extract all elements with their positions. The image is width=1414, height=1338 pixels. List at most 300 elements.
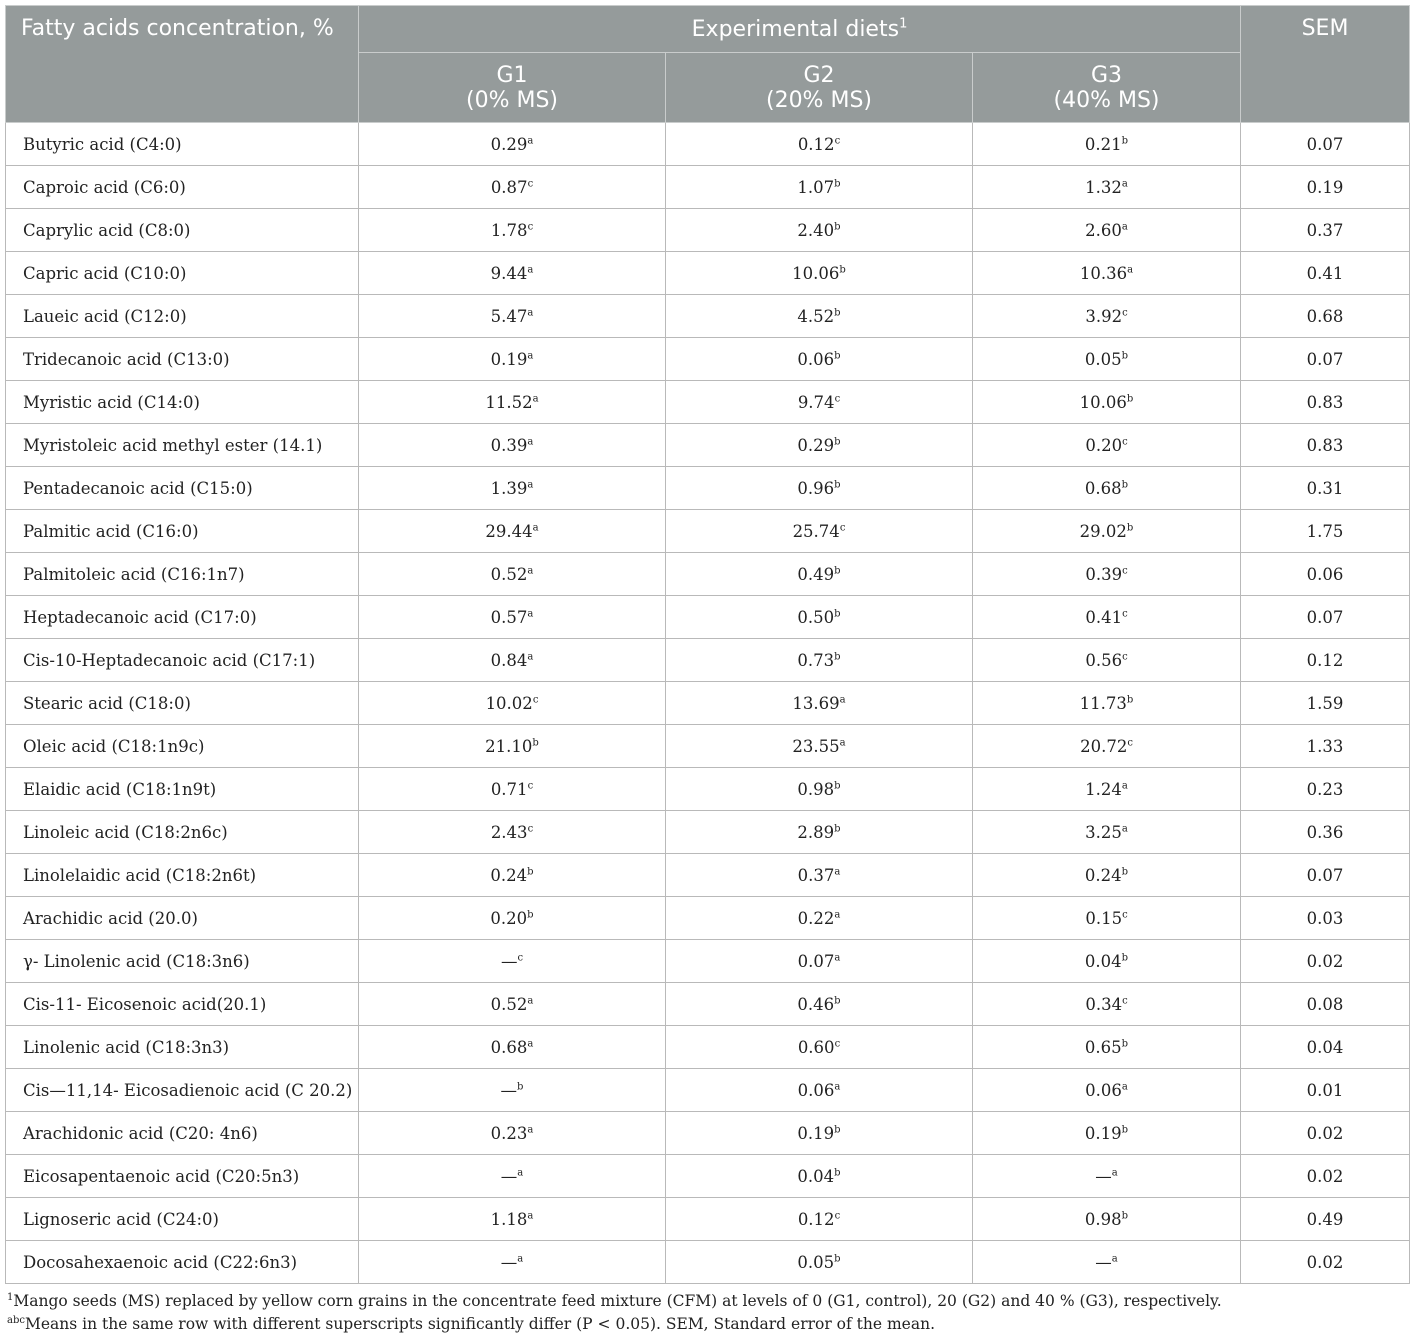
footnote-2 [7, 1313, 1222, 1336]
g2-value-cell [666, 682, 973, 725]
table-row [6, 295, 1410, 338]
g3-superscript: c [1122, 995, 1128, 1006]
g2-superscript: b [834, 436, 841, 447]
table-row [6, 1026, 1410, 1069]
g3-superscript: c [1122, 909, 1128, 920]
g3-value-cell [973, 123, 1241, 166]
g1-value-cell [359, 725, 666, 768]
sem-value: 0.41 [1241, 252, 1410, 295]
g3-value: 0.34 [1085, 994, 1123, 1014]
header-g1-sub: (0% MS) [465, 87, 558, 113]
header-g1-name: G1 [496, 62, 528, 88]
header-experimental-sup: 1 [899, 16, 908, 32]
g1-value: 0.87 [490, 177, 528, 197]
g2-superscript: c [834, 135, 841, 146]
fatty-acid-name: Cis—11,14- Eicosadienoic acid (C 20.2) [6, 1069, 359, 1112]
g2-value: 0.50 [797, 607, 835, 627]
g3-superscript: c [1122, 608, 1128, 619]
g2-superscript: b [834, 565, 841, 576]
g1-value-cell [359, 854, 666, 897]
g1-value-cell [359, 682, 666, 725]
g1-value-cell [359, 897, 666, 940]
g1-superscript: c [527, 221, 534, 232]
table-row [6, 725, 1410, 768]
fatty-acid-name: Arachidonic acid (C20: 4n6) [6, 1112, 359, 1155]
fatty-acid-name: Caprylic acid (C8:0) [6, 209, 359, 252]
g2-value: 23.55 [792, 736, 840, 756]
g2-value-cell [666, 553, 973, 596]
g3-value-cell [973, 467, 1241, 510]
g1-value: 0.71 [490, 779, 528, 799]
g2-superscript: b [834, 780, 841, 791]
sem-value: 0.68 [1241, 295, 1410, 338]
fatty-acid-name: Linolelaidic acid (C18:2n6t) [6, 854, 359, 897]
g2-value: 0.12 [797, 1209, 835, 1229]
g3-superscript: b [1126, 694, 1134, 705]
g3-value-cell [973, 897, 1241, 940]
g2-value-cell [666, 1069, 973, 1112]
g2-value-cell [666, 1155, 973, 1198]
g1-superscript: a [517, 1167, 524, 1178]
table-row [6, 510, 1410, 553]
g3-value: 0.39 [1085, 564, 1123, 584]
g2-superscript: a [834, 952, 841, 963]
sem-value: 0.37 [1241, 209, 1410, 252]
g3-value-cell [973, 381, 1241, 424]
sem-value: 0.12 [1241, 639, 1410, 682]
table-row [6, 1112, 1410, 1155]
g3-value-cell [973, 983, 1241, 1026]
g2-value-cell [666, 897, 973, 940]
g2-superscript: a [839, 694, 846, 705]
g3-value-cell [973, 725, 1241, 768]
g1-value: 0.29 [490, 134, 528, 154]
g3-value: 29.02 [1079, 521, 1127, 541]
g1-value: 0.68 [490, 1037, 528, 1057]
fatty-acid-name: Elaidic acid (C18:1n9t) [6, 768, 359, 811]
g1-value-cell [359, 209, 666, 252]
g1-value-cell [359, 940, 666, 983]
table-row [6, 1069, 1410, 1112]
g2-value: 0.05 [797, 1252, 835, 1272]
sem-value: 0.07 [1241, 338, 1410, 381]
g1-value: 0.57 [490, 607, 528, 627]
g2-value-cell [666, 381, 973, 424]
sem-value: 0.07 [1241, 596, 1410, 639]
g3-value: 0.24 [1084, 865, 1122, 885]
g2-superscript: c [834, 393, 841, 404]
g3-value: 3.25 [1085, 822, 1122, 842]
fatty-acid-name: Heptadecanoic acid (C17:0) [6, 596, 359, 639]
g2-value: 0.22 [797, 908, 835, 928]
fatty-acid-name: γ- Linolenic acid (C18:3n6) [6, 940, 359, 983]
g2-value-cell [666, 510, 973, 553]
table-row [6, 381, 1410, 424]
table-row [6, 123, 1410, 166]
sem-value: 0.07 [1241, 854, 1410, 897]
g2-superscript: c [839, 522, 846, 533]
fatty-acid-name: Arachidic acid (20.0) [6, 897, 359, 940]
g2-value-cell [666, 1198, 973, 1241]
g3-value: 0.21 [1084, 134, 1122, 154]
g1-value: 21.10 [485, 736, 533, 756]
g3-value-cell [973, 639, 1241, 682]
g3-superscript: a [1121, 178, 1128, 189]
g2-value-cell [666, 983, 973, 1026]
header-fatty-acids: Fatty acids concentration, % [6, 6, 359, 123]
g3-value: 1.32 [1085, 177, 1122, 197]
fatty-acid-name: Eicosapentaenoic acid (C20:5n3) [6, 1155, 359, 1198]
g3-value-cell [973, 1241, 1241, 1284]
g3-value: 10.06 [1079, 392, 1127, 412]
g1-value-cell [359, 510, 666, 553]
g1-value: 0.52 [490, 564, 528, 584]
g1-value-cell [359, 166, 666, 209]
g2-value: 2.89 [797, 822, 835, 842]
footnote-1-sup: 1 [7, 1291, 14, 1303]
g1-value: 1.78 [490, 220, 528, 240]
g1-superscript: a [527, 608, 534, 619]
g1-superscript: c [532, 694, 539, 705]
sem-value: 0.31 [1241, 467, 1410, 510]
g3-value: 0.68 [1084, 478, 1122, 498]
footnotes [7, 1290, 1222, 1336]
table-row [6, 252, 1410, 295]
sem-value: 0.83 [1241, 381, 1410, 424]
sem-value: 0.06 [1241, 553, 1410, 596]
g2-superscript: b [834, 350, 841, 361]
g1-value-cell [359, 467, 666, 510]
fatty-acid-name: Docosahexaenoic acid (C22:6n3) [6, 1241, 359, 1284]
g3-value: 0.41 [1085, 607, 1123, 627]
header-g3 [973, 53, 1241, 123]
g1-value-cell [359, 295, 666, 338]
g2-value-cell [666, 166, 973, 209]
table-row [6, 1198, 1410, 1241]
g1-value-cell [359, 1198, 666, 1241]
g1-value-cell [359, 123, 666, 166]
fatty-acid-name: Cis-11- Eicosenoic acid(20.1) [6, 983, 359, 1026]
g2-value: 0.07 [797, 951, 835, 971]
g1-value-cell [359, 553, 666, 596]
sem-value: 0.01 [1241, 1069, 1410, 1112]
g2-superscript: c [834, 1210, 841, 1221]
g3-value: 2.60 [1085, 220, 1122, 240]
g3-value: 3.92 [1085, 306, 1123, 326]
g1-value: 0.23 [490, 1123, 528, 1143]
g1-value: 9.44 [490, 263, 528, 283]
g3-superscript: a [1127, 264, 1134, 275]
g2-value-cell [666, 811, 973, 854]
table-body [6, 123, 1410, 1284]
g2-value: 0.06 [797, 349, 835, 369]
g2-value-cell [666, 252, 973, 295]
g2-value-cell [666, 295, 973, 338]
table-row [6, 553, 1410, 596]
g1-value: 1.18 [490, 1209, 528, 1229]
g3-superscript: b [1126, 393, 1134, 404]
fatty-acid-name: Lignoseric acid (C24:0) [6, 1198, 359, 1241]
fatty-acid-name: Caproic acid (C6:0) [6, 166, 359, 209]
g1-value: 0.39 [490, 435, 528, 455]
g3-value-cell [973, 209, 1241, 252]
sem-value: 0.07 [1241, 123, 1410, 166]
g3-value: 0.19 [1084, 1123, 1122, 1143]
header-g3-sub: (40% MS) [1053, 87, 1160, 113]
g3-value: — [1095, 1252, 1112, 1272]
g2-value: 0.04 [797, 1166, 835, 1186]
g3-value-cell [973, 553, 1241, 596]
g1-superscript: a [517, 1253, 524, 1264]
table-row [6, 897, 1410, 940]
g2-value: 0.49 [797, 564, 835, 584]
footnote-2-text: Means in the same row with different superscripts significantly differ (P < 0.05). SEM, Standard error of the mean. [24, 1315, 936, 1333]
g3-value: 10.36 [1079, 263, 1128, 283]
g2-value-cell [666, 596, 973, 639]
g3-superscript: a [1121, 1081, 1128, 1092]
footnote-1 [7, 1290, 1222, 1313]
sem-value: 0.03 [1241, 897, 1410, 940]
g1-value: 11.52 [485, 392, 533, 412]
g3-value: 0.04 [1084, 951, 1122, 971]
g1-value: 1.39 [490, 478, 528, 498]
g3-value-cell [973, 854, 1241, 897]
table-row [6, 1241, 1410, 1284]
g1-value: — [500, 1252, 518, 1272]
g3-value-cell [973, 596, 1241, 639]
g1-value-cell [359, 252, 666, 295]
g2-superscript: b [834, 995, 841, 1006]
g3-superscript: b [1121, 1210, 1129, 1221]
g2-value-cell [666, 854, 973, 897]
g2-value: 0.19 [797, 1123, 835, 1143]
g3-value: 20.72 [1080, 736, 1128, 756]
g2-value-cell [666, 338, 973, 381]
g2-value-cell [666, 1241, 973, 1284]
g3-value: — [1095, 1166, 1112, 1186]
g3-superscript: a [1111, 1167, 1118, 1178]
g2-value-cell [666, 467, 973, 510]
fatty-acids-table [5, 5, 1410, 1284]
g3-value: 1.24 [1085, 779, 1122, 799]
g1-value-cell [359, 381, 666, 424]
g2-value: 2.40 [797, 220, 835, 240]
g1-value-cell [359, 768, 666, 811]
g3-superscript: b [1121, 1124, 1129, 1135]
g1-value: 2.43 [490, 822, 528, 842]
g3-value: 0.15 [1085, 908, 1123, 928]
table-row [6, 639, 1410, 682]
fatty-acid-name: Cis-10-Heptadecanoic acid (C17:1) [6, 639, 359, 682]
g3-value-cell [973, 510, 1241, 553]
sem-value: 0.08 [1241, 983, 1410, 1026]
g1-value-cell [359, 983, 666, 1026]
g1-superscript: c [527, 780, 534, 791]
g1-superscript: a [527, 264, 534, 275]
g1-superscript: c [527, 823, 534, 834]
header-sem: SEM [1241, 6, 1410, 123]
g3-superscript: b [1121, 952, 1129, 963]
g1-superscript: a [527, 479, 534, 490]
g2-value: 1.07 [797, 177, 835, 197]
g2-superscript: b [834, 178, 841, 189]
fatty-acid-name: Palmitic acid (C16:0) [6, 510, 359, 553]
g1-superscript: a [527, 651, 534, 662]
fatty-acid-name: Linoleic acid (C18:2n6c) [6, 811, 359, 854]
g1-value-cell [359, 424, 666, 467]
sem-value: 1.75 [1241, 510, 1410, 553]
fatty-acid-name: Butyric acid (C4:0) [6, 123, 359, 166]
table-row [6, 940, 1410, 983]
g1-value-cell [359, 1112, 666, 1155]
g1-superscript: a [527, 135, 534, 146]
g2-value: 0.98 [797, 779, 835, 799]
sem-value: 0.02 [1241, 1241, 1410, 1284]
g1-value: — [500, 951, 518, 971]
footnote-2-sup: abc [7, 1314, 25, 1326]
g2-superscript: b [839, 264, 846, 275]
g3-value-cell [973, 682, 1241, 725]
g3-value: 0.20 [1085, 435, 1123, 455]
table-row [6, 682, 1410, 725]
g3-value-cell [973, 166, 1241, 209]
table-row [6, 166, 1410, 209]
g3-value-cell [973, 1026, 1241, 1069]
g3-value: 11.73 [1079, 693, 1127, 713]
g3-superscript: b [1121, 135, 1129, 146]
g2-value-cell [666, 1112, 973, 1155]
g3-value: 0.56 [1085, 650, 1123, 670]
table-row [6, 983, 1410, 1026]
g1-superscript: c [517, 952, 524, 963]
g1-value-cell [359, 596, 666, 639]
header-g2-sub: (20% MS) [765, 87, 872, 113]
sem-value: 0.19 [1241, 166, 1410, 209]
g2-value-cell [666, 940, 973, 983]
g1-superscript: c [527, 178, 534, 189]
g3-value-cell [973, 768, 1241, 811]
g2-value: 0.46 [797, 994, 835, 1014]
table-row [6, 811, 1410, 854]
g1-value-cell [359, 338, 666, 381]
g1-value-cell [359, 811, 666, 854]
fatty-acid-name: Linolenic acid (C18:3n3) [6, 1026, 359, 1069]
fatty-acid-name: Myristic acid (C14:0) [6, 381, 359, 424]
fatty-acid-name: Pentadecanoic acid (C15:0) [6, 467, 359, 510]
g2-value-cell [666, 639, 973, 682]
g1-superscript: b [527, 909, 534, 920]
g2-value-cell [666, 1026, 973, 1069]
g1-value: — [500, 1166, 518, 1186]
g2-superscript: b [834, 823, 841, 834]
g1-value: 0.19 [490, 349, 528, 369]
g2-value: 25.74 [792, 521, 840, 541]
g3-value: 0.06 [1085, 1080, 1122, 1100]
g2-value: 9.74 [797, 392, 835, 412]
header-experimental-label: Experimental diets [691, 16, 900, 42]
header-g3-name: G3 [1090, 62, 1123, 88]
g1-superscript: a [527, 307, 534, 318]
g3-value-cell [973, 252, 1241, 295]
g3-value-cell [973, 811, 1241, 854]
g3-superscript: c [1122, 307, 1128, 318]
g2-value-cell [666, 123, 973, 166]
g1-value-cell [359, 639, 666, 682]
g1-value: 0.84 [490, 650, 528, 670]
g2-value-cell [666, 209, 973, 252]
g3-value-cell [973, 1112, 1241, 1155]
g2-superscript: b [834, 1124, 841, 1135]
fatty-acid-name: Tridecanoic acid (C13:0) [6, 338, 359, 381]
g3-superscript: c [1122, 651, 1128, 662]
table-row [6, 209, 1410, 252]
g2-value: 0.37 [797, 865, 835, 885]
g2-superscript: b [834, 479, 841, 490]
g1-superscript: b [527, 866, 534, 877]
g2-superscript: a [834, 1081, 841, 1092]
g2-value: 4.52 [797, 306, 835, 326]
table-row [6, 854, 1410, 897]
g2-superscript: b [834, 1167, 841, 1178]
g2-superscript: a [834, 909, 841, 920]
g3-value-cell [973, 424, 1241, 467]
g2-value: 0.06 [797, 1080, 835, 1100]
sem-value: 1.59 [1241, 682, 1410, 725]
g1-value-cell [359, 1155, 666, 1198]
table-row [6, 596, 1410, 639]
g3-superscript: a [1121, 780, 1128, 791]
g2-superscript: a [834, 866, 841, 877]
g1-superscript: a [527, 436, 534, 447]
g1-value: 0.52 [490, 994, 528, 1014]
g3-value-cell [973, 1198, 1241, 1241]
sem-value: 0.83 [1241, 424, 1410, 467]
g1-superscript: b [532, 737, 539, 748]
table-header [6, 6, 1410, 123]
g1-superscript: a [532, 393, 539, 404]
fatty-acid-name: Myristoleic acid methyl ester (14.1) [6, 424, 359, 467]
g1-superscript: a [527, 565, 534, 576]
sem-value: 1.33 [1241, 725, 1410, 768]
sem-value: 0.02 [1241, 940, 1410, 983]
g3-superscript: a [1121, 823, 1128, 834]
fatty-acid-name: Palmitoleic acid (C16:1n7) [6, 553, 359, 596]
g1-value-cell [359, 1069, 666, 1112]
g1-value: 5.47 [490, 306, 528, 326]
sem-value: 0.49 [1241, 1198, 1410, 1241]
g3-value-cell [973, 295, 1241, 338]
g1-superscript: a [527, 995, 534, 1006]
g2-superscript: b [834, 1253, 841, 1264]
g3-value-cell [973, 940, 1241, 983]
g1-value-cell [359, 1241, 666, 1284]
g2-value: 0.73 [797, 650, 835, 670]
header-experimental-diets [359, 6, 1241, 53]
g1-superscript: a [527, 350, 534, 361]
fatty-acid-name: Stearic acid (C18:0) [6, 682, 359, 725]
table-row [6, 1155, 1410, 1198]
g3-superscript: a [1121, 221, 1128, 232]
g1-value: 29.44 [485, 521, 533, 541]
g2-superscript: b [834, 608, 841, 619]
g2-value-cell [666, 768, 973, 811]
g3-superscript: c [1122, 565, 1128, 576]
table-row [6, 338, 1410, 381]
g3-superscript: b [1121, 479, 1129, 490]
g2-superscript: b [834, 651, 841, 662]
g1-superscript: b [517, 1081, 524, 1092]
sem-value: 0.04 [1241, 1026, 1410, 1069]
